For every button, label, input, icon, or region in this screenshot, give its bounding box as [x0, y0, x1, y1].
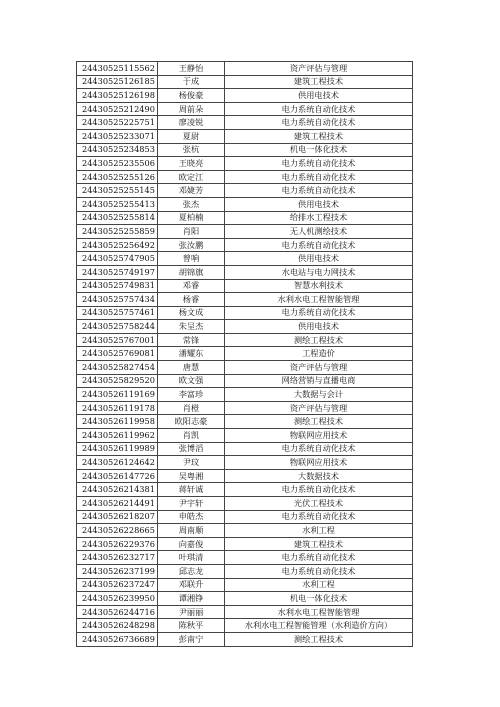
table-row [77, 632, 413, 646]
student-id-cell: 24430525126198 [77, 89, 158, 103]
table-row [77, 265, 413, 279]
major-cell: 电力系统自动化技术 [225, 184, 413, 198]
table-row [77, 306, 413, 320]
major-cell: 建筑工程技术 [225, 129, 413, 143]
student-name-cell: 王晓亮 [158, 157, 225, 171]
student-name-cell: 尹丽丽 [158, 605, 225, 619]
student-id-cell: 24430526239950 [77, 592, 158, 606]
student-id-cell: 24430525115562 [77, 62, 158, 76]
student-id-cell: 24430525829520 [77, 374, 158, 388]
major-cell: 水利工程 [225, 524, 413, 538]
student-name-cell: 杨睿 [158, 293, 225, 307]
major-cell: 建筑工程技术 [225, 75, 413, 89]
table-row [77, 293, 413, 307]
table-row [77, 143, 413, 157]
student-id-cell: 24430525235506 [77, 157, 158, 171]
student-name-cell: 吴粤湘 [158, 469, 225, 483]
student-id-cell: 24430526119169 [77, 388, 158, 402]
student-id-cell: 24430525769081 [77, 347, 158, 361]
student-name-cell: 廖凌锐 [158, 116, 225, 130]
student-id-cell: 24430525126185 [77, 75, 158, 89]
student-name-cell: 胡锦旗 [158, 265, 225, 279]
student-id-cell: 24430525255413 [77, 197, 158, 211]
table-row [77, 524, 413, 538]
student-id-cell: 24430526228665 [77, 524, 158, 538]
table-row [77, 388, 413, 402]
major-cell: 电力系统自动化技术 [225, 238, 413, 252]
student-name-cell: 尹玟 [158, 456, 225, 470]
major-cell: 水利水电工程智能管理 [225, 293, 413, 307]
major-cell: 电力系统自动化技术 [225, 564, 413, 578]
major-cell: 无人机测绘技术 [225, 225, 413, 239]
student-name-cell: 彭南宁 [158, 632, 225, 646]
student-id-cell: 24430526119989 [77, 442, 158, 456]
major-cell: 智慧水利技术 [225, 279, 413, 293]
table-row [77, 551, 413, 565]
table-row [77, 333, 413, 347]
table-row [77, 619, 413, 633]
student-id-cell: 24430525255126 [77, 170, 158, 184]
student-id-cell: 24430526229376 [77, 537, 158, 551]
student-id-cell: 24430525256492 [77, 238, 158, 252]
student-id-cell: 24430525212490 [77, 102, 158, 116]
student-id-cell: 24430525255145 [77, 184, 158, 198]
student-id-cell: 24430525758244 [77, 320, 158, 334]
student-name-cell: 尹宇轩 [158, 497, 225, 511]
student-name-cell: 张汝鹏 [158, 238, 225, 252]
major-cell: 测绘工程技术 [225, 333, 413, 347]
student-name-cell: 邓婕芳 [158, 184, 225, 198]
student-id-cell: 24430526237247 [77, 578, 158, 592]
student-name-cell: 曾响 [158, 252, 225, 266]
student-id-cell: 24430526119178 [77, 401, 158, 415]
student-name-cell: 邓睿 [158, 279, 225, 293]
table-row [77, 62, 413, 76]
table-row [77, 401, 413, 415]
student-name-cell: 夏柏楠 [158, 211, 225, 225]
major-cell: 电力系统自动化技术 [225, 483, 413, 497]
table-row [77, 361, 413, 375]
student-name-cell: 周前朵 [158, 102, 225, 116]
student-name-cell: 肖橙 [158, 401, 225, 415]
student-id-cell: 24430525233071 [77, 129, 158, 143]
table-row [77, 89, 413, 103]
table-row [77, 320, 413, 334]
major-cell: 电力系统自动化技术 [225, 116, 413, 130]
student-id-cell: 24430525827454 [77, 361, 158, 375]
table-row [77, 279, 413, 293]
student-name-cell: 潘耀东 [158, 347, 225, 361]
major-cell: 水利水电工程智能管理 [225, 605, 413, 619]
student-id-cell: 24430525749831 [77, 279, 158, 293]
student-id-cell: 24430526124642 [77, 456, 158, 470]
student-list-table [76, 61, 413, 647]
major-cell: 电力系统自动化技术 [225, 306, 413, 320]
table-row [77, 469, 413, 483]
major-cell: 资产评估与管理 [225, 62, 413, 76]
student-id-cell: 24430526214491 [77, 497, 158, 511]
major-cell: 网络营销与直播电商 [225, 374, 413, 388]
table-row [77, 211, 413, 225]
major-cell: 电力系统自动化技术 [225, 442, 413, 456]
student-id-cell: 24430526147726 [77, 469, 158, 483]
student-name-cell: 陈秋平 [158, 619, 225, 633]
student-name-cell: 叶琪清 [158, 551, 225, 565]
student-id-cell: 24430526248298 [77, 619, 158, 633]
table-row [77, 592, 413, 606]
student-name-cell: 杨文成 [158, 306, 225, 320]
student-name-cell: 李富珍 [158, 388, 225, 402]
student-id-cell: 24430525767001 [77, 333, 158, 347]
student-name-cell: 杨俊豪 [158, 89, 225, 103]
student-name-cell: 于成 [158, 75, 225, 89]
student-name-cell: 申皓杰 [158, 510, 225, 524]
major-cell: 资产评估与管理 [225, 401, 413, 415]
major-cell: 大数据技术 [225, 469, 413, 483]
student-name-cell: 肖阳 [158, 225, 225, 239]
student-id-cell: 24430525749197 [77, 265, 158, 279]
table-row [77, 116, 413, 130]
table-row [77, 605, 413, 619]
student-name-cell: 肖凯 [158, 429, 225, 443]
table-row [77, 578, 413, 592]
student-id-cell: 24430526232717 [77, 551, 158, 565]
table-row [77, 456, 413, 470]
major-cell: 电力系统自动化技术 [225, 157, 413, 171]
major-cell: 资产评估与管理 [225, 361, 413, 375]
student-id-cell: 24430526119958 [77, 415, 158, 429]
major-cell: 机电一体化技术 [225, 592, 413, 606]
student-name-cell: 欧阳志豪 [158, 415, 225, 429]
student-name-cell: 邓联升 [158, 578, 225, 592]
table-row [77, 347, 413, 361]
student-name-cell: 夏尉 [158, 129, 225, 143]
major-cell: 工程造价 [225, 347, 413, 361]
student-id-cell: 24430526218207 [77, 510, 158, 524]
major-cell: 物联网应用技术 [225, 429, 413, 443]
table-row [77, 102, 413, 116]
table-row [77, 415, 413, 429]
major-cell: 水利工程 [225, 578, 413, 592]
student-id-cell: 24430525757461 [77, 306, 158, 320]
student-id-cell: 24430526237199 [77, 564, 158, 578]
table-row [77, 442, 413, 456]
student-id-cell: 24430525225751 [77, 116, 158, 130]
major-cell: 物联网应用技术 [225, 456, 413, 470]
student-name-cell: 邱志龙 [158, 564, 225, 578]
table-row [77, 238, 413, 252]
table-row [77, 497, 413, 511]
student-id-cell: 24430526736689 [77, 632, 158, 646]
student-name-cell: 张杭 [158, 143, 225, 157]
major-cell: 测绘工程技术 [225, 632, 413, 646]
major-cell: 水利水电工程智能管理（水利造价方向） [225, 619, 413, 633]
student-id-cell: 24430526214381 [77, 483, 158, 497]
student-id-cell: 24430525234853 [77, 143, 158, 157]
student-name-cell: 蒋轩诚 [158, 483, 225, 497]
student-name-cell: 唐慧 [158, 361, 225, 375]
major-cell: 供用电技术 [225, 320, 413, 334]
student-name-cell: 张杰 [158, 197, 225, 211]
student-name-cell: 朱呈杰 [158, 320, 225, 334]
major-cell: 供用电技术 [225, 89, 413, 103]
student-name-cell: 常锋 [158, 333, 225, 347]
table-row [77, 537, 413, 551]
table-row [77, 225, 413, 239]
student-name-cell: 王静怡 [158, 62, 225, 76]
student-name-cell: 向嘉俊 [158, 537, 225, 551]
table-row [77, 483, 413, 497]
major-cell: 供用电技术 [225, 252, 413, 266]
student-name-cell: 周南顺 [158, 524, 225, 538]
major-cell: 建筑工程技术 [225, 537, 413, 551]
table-row [77, 510, 413, 524]
table-row [77, 75, 413, 89]
table-row [77, 429, 413, 443]
table-row [77, 197, 413, 211]
major-cell: 电力系统自动化技术 [225, 551, 413, 565]
major-cell: 机电一体化技术 [225, 143, 413, 157]
major-cell: 水电站与电力网技术 [225, 265, 413, 279]
student-id-cell: 24430525757434 [77, 293, 158, 307]
student-id-cell: 24430526119962 [77, 429, 158, 443]
student-name-cell: 张博滔 [158, 442, 225, 456]
major-cell: 电力系统自动化技术 [225, 510, 413, 524]
major-cell: 光伏工程技术 [225, 497, 413, 511]
student-list-body [77, 62, 413, 647]
major-cell: 测绘工程技术 [225, 415, 413, 429]
major-cell: 电力系统自动化技术 [225, 102, 413, 116]
student-id-cell: 24430526244716 [77, 605, 158, 619]
student-name-cell: 欧定江 [158, 170, 225, 184]
student-id-cell: 24430525747905 [77, 252, 158, 266]
student-id-cell: 24430525255859 [77, 225, 158, 239]
student-name-cell: 谭湘铮 [158, 592, 225, 606]
table-row [77, 374, 413, 388]
major-cell: 供用电技术 [225, 197, 413, 211]
major-cell: 大数据与会计 [225, 388, 413, 402]
major-cell: 给排水工程技术 [225, 211, 413, 225]
student-name-cell: 欧文强 [158, 374, 225, 388]
table-row [77, 184, 413, 198]
table-row [77, 170, 413, 184]
major-cell: 电力系统自动化技术 [225, 170, 413, 184]
table-row [77, 564, 413, 578]
table-row [77, 157, 413, 171]
student-id-cell: 24430525255814 [77, 211, 158, 225]
table-row [77, 129, 413, 143]
table-row [77, 252, 413, 266]
